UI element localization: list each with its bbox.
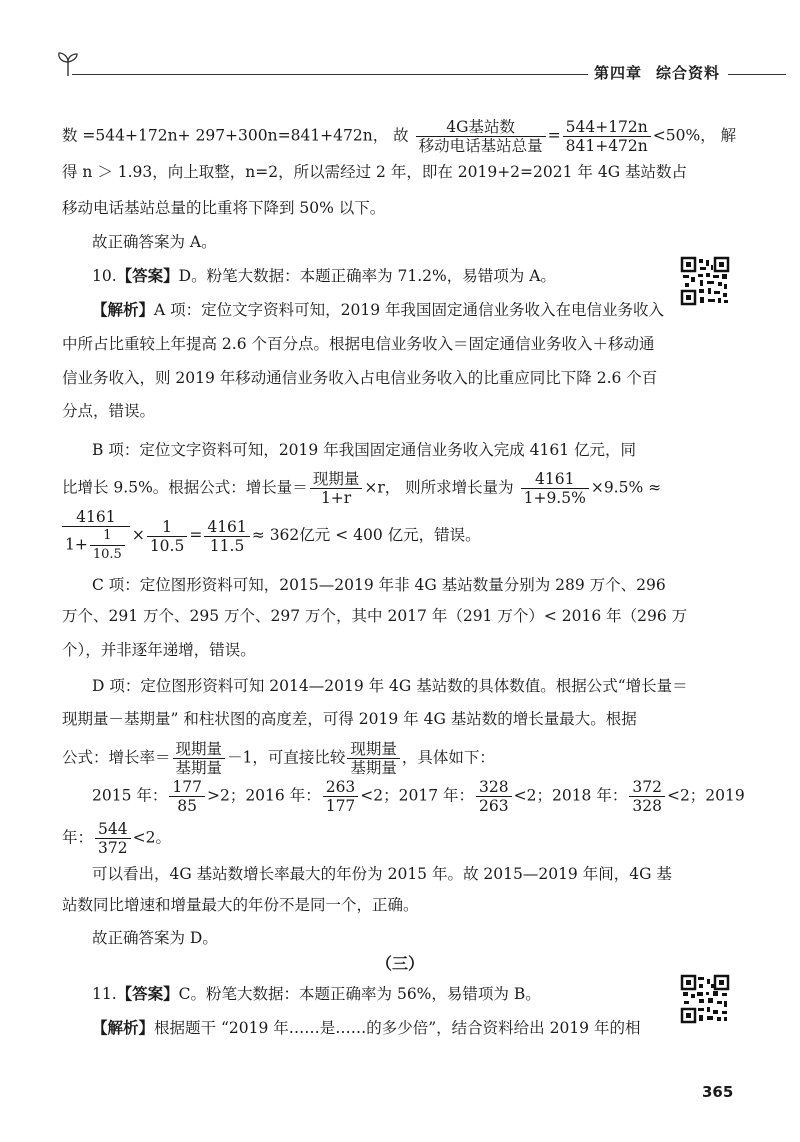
paragraph-line: D 项：定位图形资料可知 2014—2019 年 4G 基站数的具体数值。根据公式“增长量＝: [92, 677, 688, 695]
paragraph-line: 信业务收入，则 2019 年移动通信业务收入占电信业务收入的比重应同比下降 2.6 个百: [62, 369, 658, 387]
fraction: $\frac{4161}{11.5}$: [204, 518, 249, 555]
paragraph-line: B 项：定位文字资料可知，2019 年我国固定通信业务收入完成 4161 亿元，同: [92, 441, 636, 459]
paragraph-line: 分点，错误。: [62, 402, 156, 420]
question-11-answer: 11.【答案】C。粉笔大数据：本题正确率为 56%，易错项为 B。: [92, 984, 541, 1003]
fraction: $\frac{\text{现期量}}{\text{基期量}}$: [347, 740, 400, 777]
paragraph-line: 中所占比重较上年提高 2.6 个百分点。根据电信业务收入＝固定通信业务收入＋移动通: [62, 335, 655, 353]
formula-line: 公式：增长率＝ $\frac{\text{现期量}}{\text{基期量}}$ －1，可直接比较 $\frac{\text{现期量}}{\text{基期量}}$ ，具体如下：: [62, 740, 495, 777]
paragraph-line: 【解析】A 项：定位文字资料可知，2019 年我国固定通信业务收入在电信业务收入: [92, 300, 665, 319]
question-10-answer: 10.【答案】D。粉笔大数据：本题正确率为 71.2%，易错项为 A。: [92, 266, 556, 285]
fraction: $\frac{\text{4G基站数}}{\text{移动电话基站总量}}$: [416, 118, 546, 155]
formula-line: 比增长 9.5%。根据公式：增长量＝ $\frac{\text{现期量}}{1+r}$ ×r， 则所求增长量为 $\frac{4161}{1+9.5\%}$ ×9.5% ≈: [62, 470, 662, 507]
paragraph-line: 个），并非逐年递增，错误。: [62, 641, 256, 659]
formula-line: 4161 1+ $\frac{1}{10.5}$ × $\frac{1}{10.5}$ = $\frac{4161}{11.5}$ ≈ 362亿元 < 400 亿元，错误。: [60, 508, 652, 564]
qr-code-icon: [680, 974, 730, 1024]
paragraph-line: 得 n ＞ 1.93，向上取整，n=2，所以需经过 2 年，即在 2019+2=2021 年 4G 基站数占: [62, 163, 688, 181]
fraction: $\frac{544+172n}{841+472n}$: [563, 118, 651, 155]
page-number: 365: [702, 1083, 734, 1101]
paragraph-line: 【解析】根据题干 “2019 年……是……的多少倍”，结合资料给出 2019 年的相: [92, 1018, 641, 1037]
fraction: $\frac{\text{现期量}}{\text{基期量}}$: [173, 740, 226, 777]
paragraph-line: 可以看出，4G 基站数增长率最大的年份为 2015 年。故 2015—2019 年间，4G 基: [92, 865, 672, 883]
formula-line: 年： $\frac{544}{372}$ <2。: [62, 820, 171, 857]
answer-line: 故正确答案为 A。: [92, 233, 217, 251]
paragraph-line: 数 =544+172n+ 297+300n=841+472n， 故 $\frac{\text{4G基站数}}{\text{移动电话基站总量}}$ = $\frac{544+172n}{841+472n}$ <50%， 解: [62, 118, 737, 155]
fraction: $\frac{\text{现期量}}{1+r}$: [310, 470, 363, 507]
paragraph-line: C 项：定位图形资料可知，2015—2019 年非 4G 基站数量分别为 289 万个、296: [92, 576, 666, 594]
fraction: $\frac{1}{10.5}$: [147, 518, 188, 555]
fraction: $\frac{263}{177}$: [323, 778, 359, 815]
fraction: $\frac{544}{372}$: [95, 820, 131, 857]
fraction: 4161 1+ $\frac{1}{10.5}$: [62, 508, 130, 564]
running-header: [588, 62, 728, 83]
chapter-label: 第四章: [594, 64, 643, 82]
fraction: $\frac{4161}{1+9.5\%}$: [521, 470, 589, 507]
qr-code-icon: [680, 256, 730, 306]
fraction: $\frac{372}{328}$: [629, 778, 665, 815]
fraction: $\frac{177}{85}$: [169, 778, 205, 815]
paragraph-line: 现期量－基期量” 和柱状图的高度差，可得 2019 年 4G 基站数的增长量最大。根据: [62, 710, 637, 728]
fraction: $\frac{328}{263}$: [476, 778, 512, 815]
paragraph-line: 移动电话基站总量的比重将下降到 50% 以下。: [62, 199, 386, 217]
paragraph-line: 站数同比增速和增量最大的年份不是同一个，正确。: [62, 896, 419, 914]
formula-line: 2015 年： $\frac{177}{85}$ >2；2016 年： $\frac{263}{177}$ <2；2017 年： $\frac{328}{263}$ <2；2018 年： $\frac{372}{328}$ <2；2019: [92, 778, 745, 815]
section-heading: （三）: [375, 954, 424, 973]
answer-line: 故正确答案为 D。: [92, 929, 218, 947]
paragraph-line: 万个、291 万个、295 万个、297 万个，其中 2017 年（291 万个）< 2016 年（296 万: [62, 607, 688, 625]
section-label: 综合资料: [656, 64, 721, 82]
